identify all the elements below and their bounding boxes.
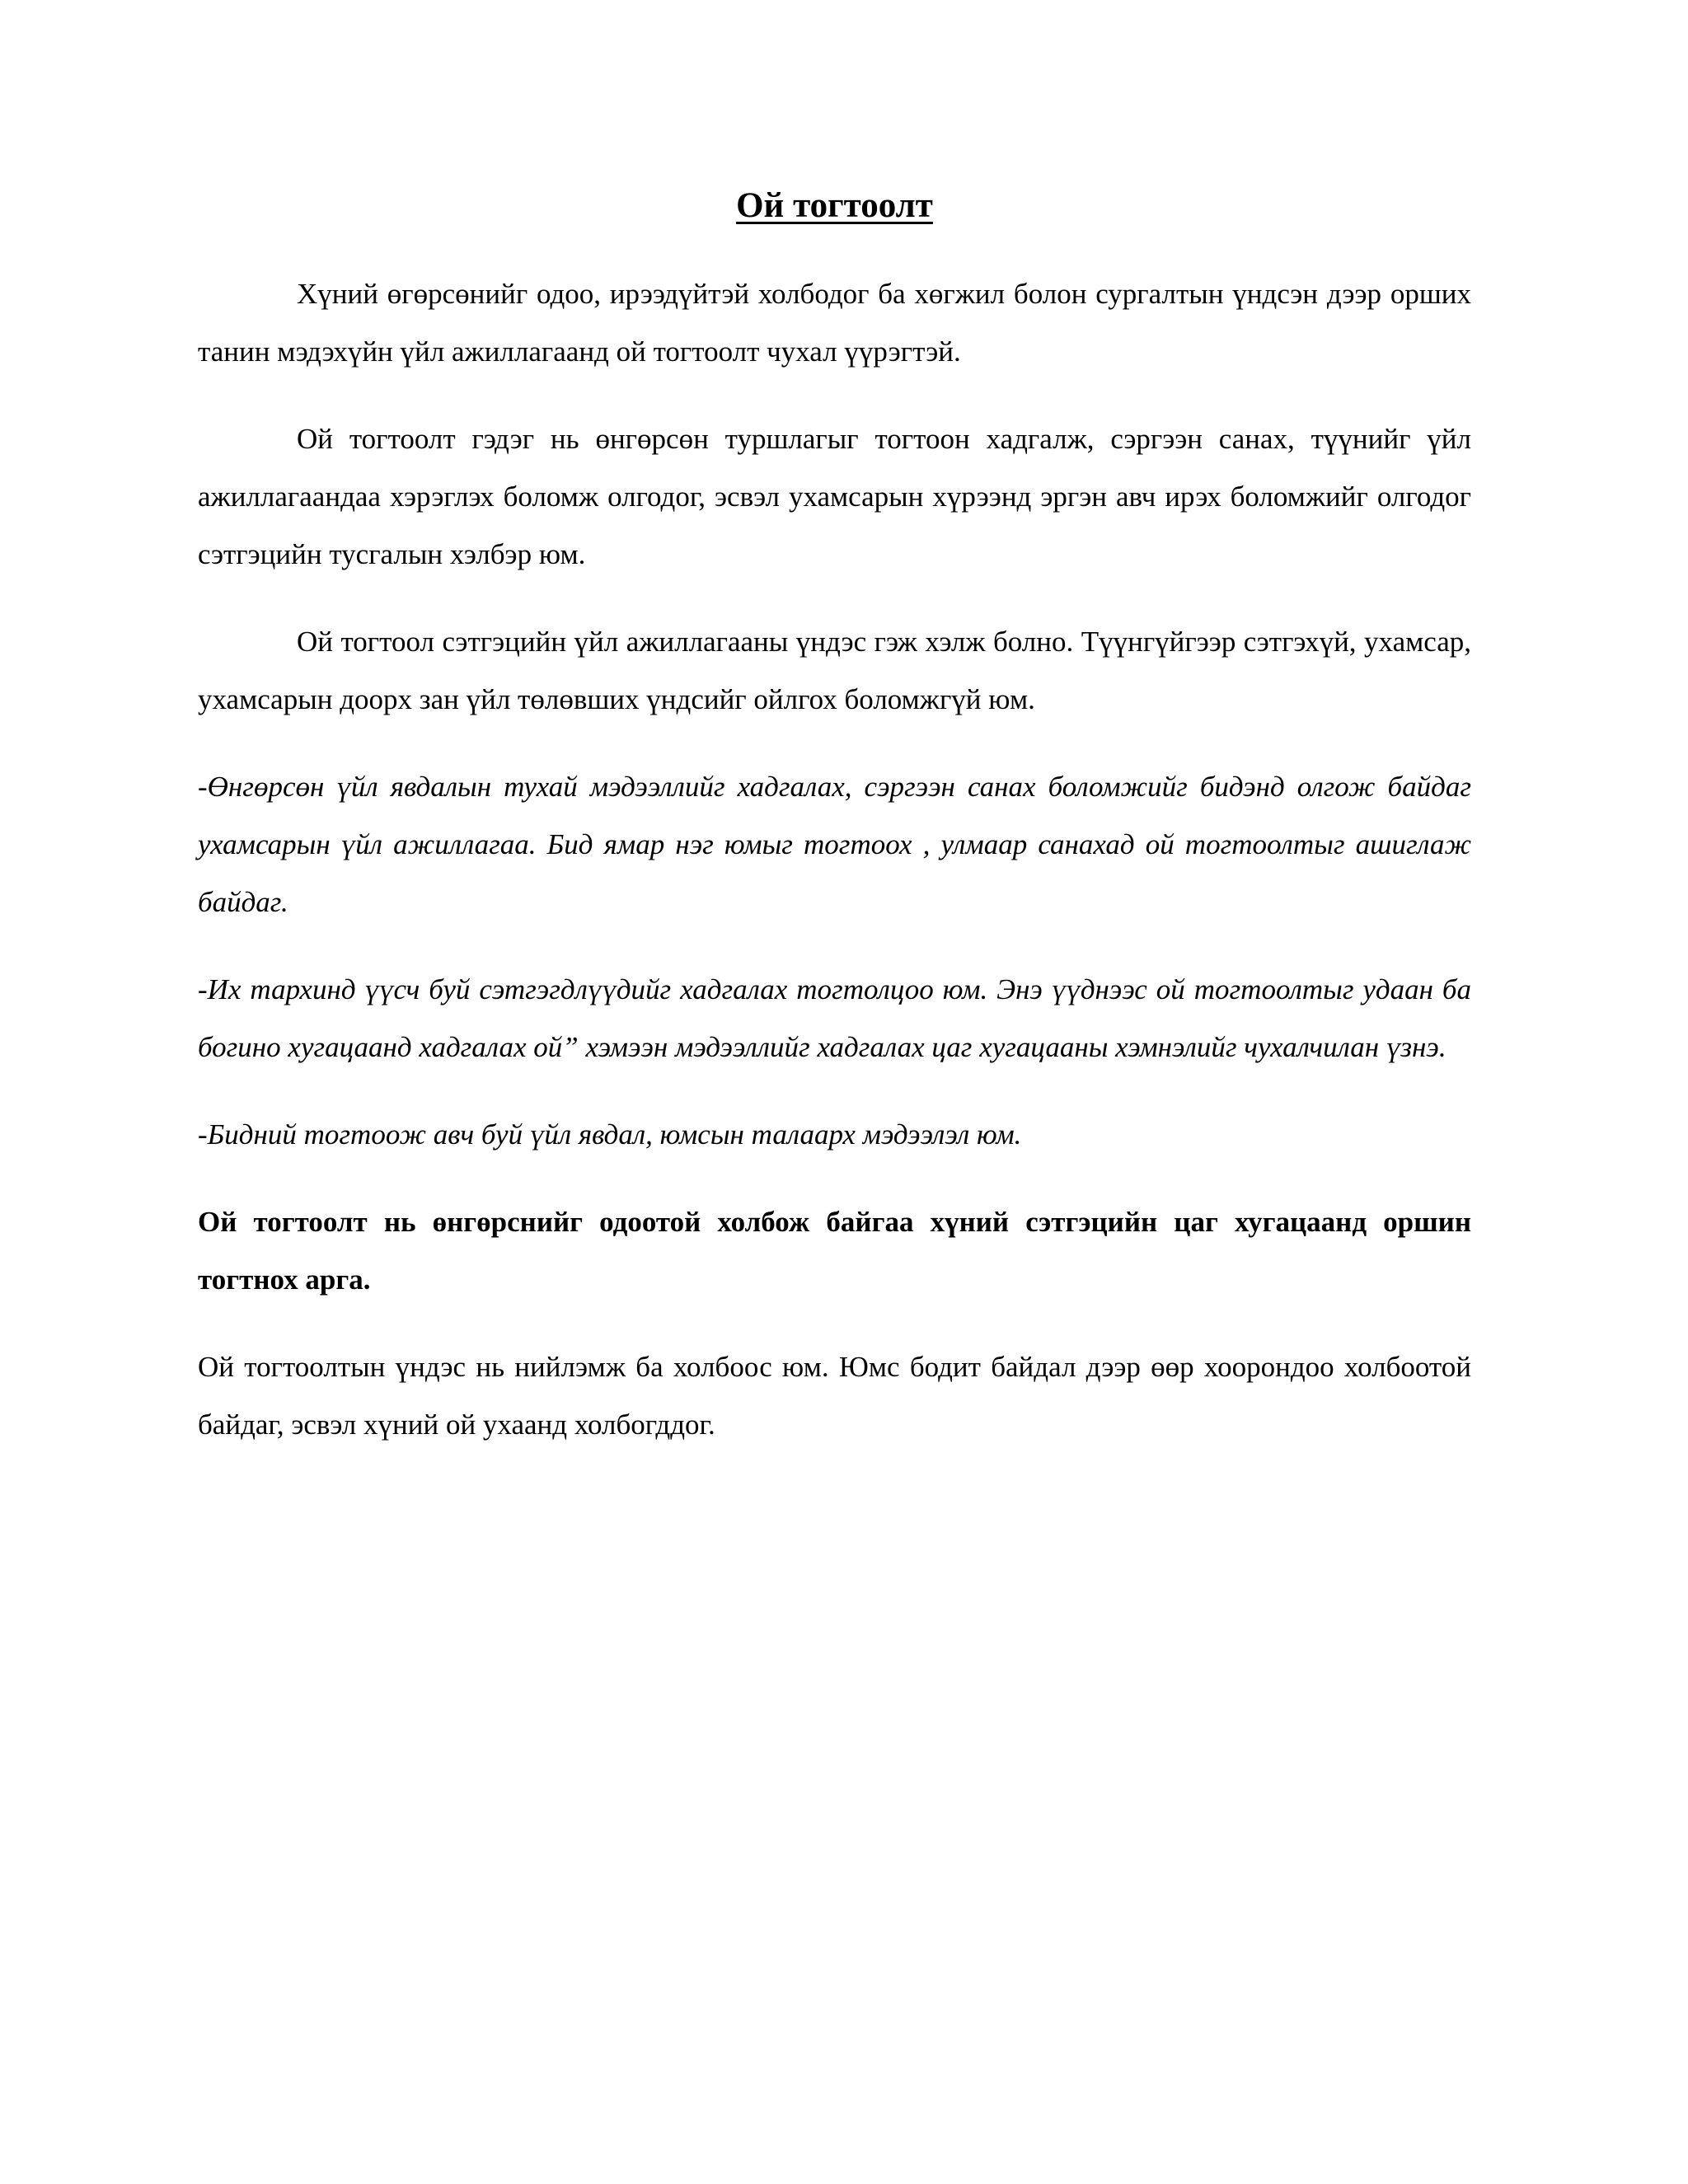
paragraph-italic-point-2: -Их тархинд үүсч буй сэтгэгдлүүдийг хадгалах тогтолцоо юм. Энэ үүднээс ой тогтоолтыг удаан ба богино хугацаанд хадгалах ой” хэмээн мэдээллийг хадгалах цаг хугацааны хэмнэлийг чухалчилан үзнэ.: [198, 973, 1471, 1064]
paragraph-foundation: Ой тогтоол сэтгэцийн үйл ажиллагааны үндэс гэж хэлж болно. Түүнгүйгээр сэтгэхүй, ухамсар, ухамсарын доорх зан үйл төлөвших үндсийг ойлгох боломжгүй юм.: [198, 626, 1471, 716]
document-body: [198, 181, 1471, 1483]
paragraph-italic-point-1: -Өнгөрсөн үйл явдалын тухай мэдээллийг хадгалах, сэргээн санах боломжийг бидэнд олгож байдаг ухамсарын үйл ажиллагаа. Бид ямар нэг юмыг тогтоох , улмаар санахад ой тогтоолтыг ашиглаж байдаг.: [198, 771, 1471, 919]
paragraph-definition: Ой тогтоолт гэдэг нь өнгөрсөн туршлагыг тогтоон хадгалж, сэргээн санах, түүнийг үйл ажиллагаандаа хэрэглэх боломж олгодог, эсвэл ухамсарын хүрээнд эргэн авч ирэх боломжийг олгодог сэтгэцийн тусгалын хэлбэр юм.: [198, 423, 1471, 571]
document-title: Ой тогтоолт: [736, 186, 933, 225]
paragraph-conclusion: Ой тогтоолтын үндэс нь нийлэмж ба холбоос юм. Юмс бодит байдал дээр өөр хоорондоо холбоотой байдаг, эсвэл хүний ой ухаанд холбогддог.: [198, 1351, 1471, 1441]
paragraph-italic-point-3: -Бидний тогтоож авч буй үйл явдал, юмсын талаарх мэдээлэл юм.: [198, 1118, 1022, 1151]
paragraph-intro: Хүний өгөрсөнийг одоо, ирээдүйтэй холбодог ба хөгжил болон сургалтын үндсэн дээр орших танин мэдэхүйн үйл ажиллагаанд ой тогтоолт чухал үүрэгтэй.: [198, 278, 1471, 368]
paragraph-bold-statement: Ой тогтоолт нь өнгөрснийг одоотой холбож байгаа хүний сэтгэцийн цаг хугацаанд оршин тогтнох арга.: [198, 1206, 1471, 1296]
